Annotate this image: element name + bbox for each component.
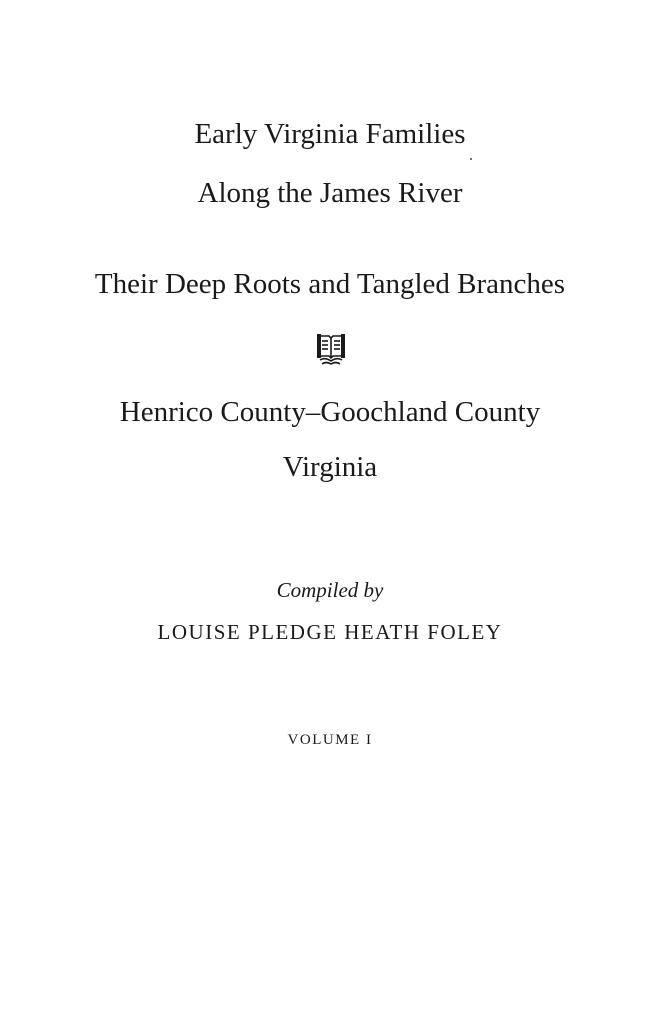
location-line-1: Henrico County–Goochland County (119, 396, 541, 428)
print-speck (470, 158, 472, 160)
subtitle: Their Deep Roots and Tangled Branches (94, 268, 566, 300)
title-line-2: Along the James River (197, 177, 463, 209)
author-name: LOUISE PLEDGE HEATH FOLEY (157, 620, 503, 644)
location-line-2: Virginia (282, 451, 378, 483)
open-book-ornament-icon (316, 333, 346, 367)
compiled-by-label: Compiled by (276, 578, 384, 602)
volume-label: VOLUME I (287, 732, 373, 748)
title-line-1: Early Virginia Families (194, 118, 466, 150)
